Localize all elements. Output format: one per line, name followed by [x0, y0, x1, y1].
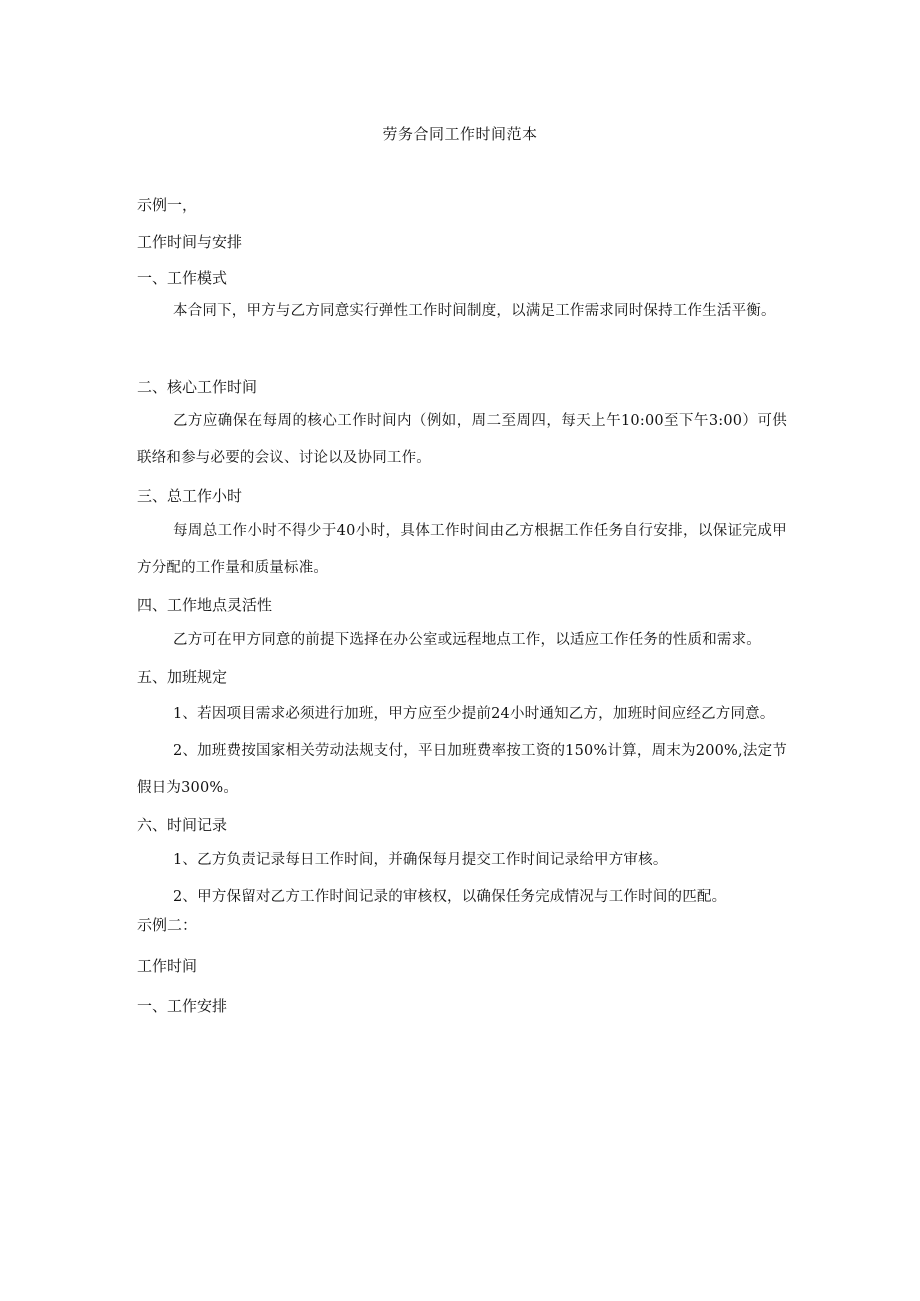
example-2-heading: 工作时间	[137, 957, 198, 975]
section-6-paragraph-1: 1、乙方负责记录每日工作时间，并确保每月提交工作时间记录给甲方审核。	[173, 852, 668, 868]
section-heading-2: 二、核心工作时间	[137, 378, 258, 396]
document-title: 劳务合同工作时间范本	[382, 125, 538, 143]
section-heading-4: 四、工作地点灵活性	[137, 596, 273, 614]
example-1-label: 示例一，	[137, 196, 198, 214]
section-heading-1: 一、工作模式	[137, 269, 228, 287]
section-heading-5: 五、加班规定	[137, 668, 228, 686]
section-6-paragraph-2: 2、甲方保留对乙方工作时间记录的审核权，以确保任务完成情况与工作时间的匹配。	[173, 889, 727, 905]
section-1-paragraph-1: 本合同下，甲方与乙方同意实行弹性工作时间制度，以满足工作需求同时保持工作生活平衡。	[173, 303, 776, 319]
example-2-section-heading: 一、工作安排	[137, 997, 228, 1015]
section-heading-3: 三、总工作小时	[137, 487, 243, 505]
section-5-paragraph-1: 1、若因项目需求必须进行加班，甲方应至少提前24小时通知乙方，加班时间应经乙方同意。	[173, 706, 775, 722]
section-heading-6: 六、时间记录	[137, 816, 228, 834]
section-2-paragraph-1: 乙方应确保在每周的核心工作时间内（例如，周二至周四，每天上午10:00至下午3:00）可供联络和参与必要的会议、讨论以及协同工作。	[137, 413, 787, 466]
example-2-label: 示例二：	[137, 916, 198, 934]
section-4-paragraph-1: 乙方可在甲方同意的前提下选择在办公室或远程地点工作，以适应工作任务的性质和需求。	[173, 632, 761, 648]
section-5-paragraph-2: 2、加班费按国家相关劳动法规支付，平日加班费率按工资的150%计算，周末为200%,法定节假日为300%。	[137, 743, 787, 796]
example-1-heading: 工作时间与安排	[137, 233, 243, 251]
section-3-paragraph-1: 每周总工作小时不得少于40小时，具体工作时间由乙方根据工作任务自行安排，以保证完成甲方分配的工作量和质量标准。	[137, 523, 787, 576]
